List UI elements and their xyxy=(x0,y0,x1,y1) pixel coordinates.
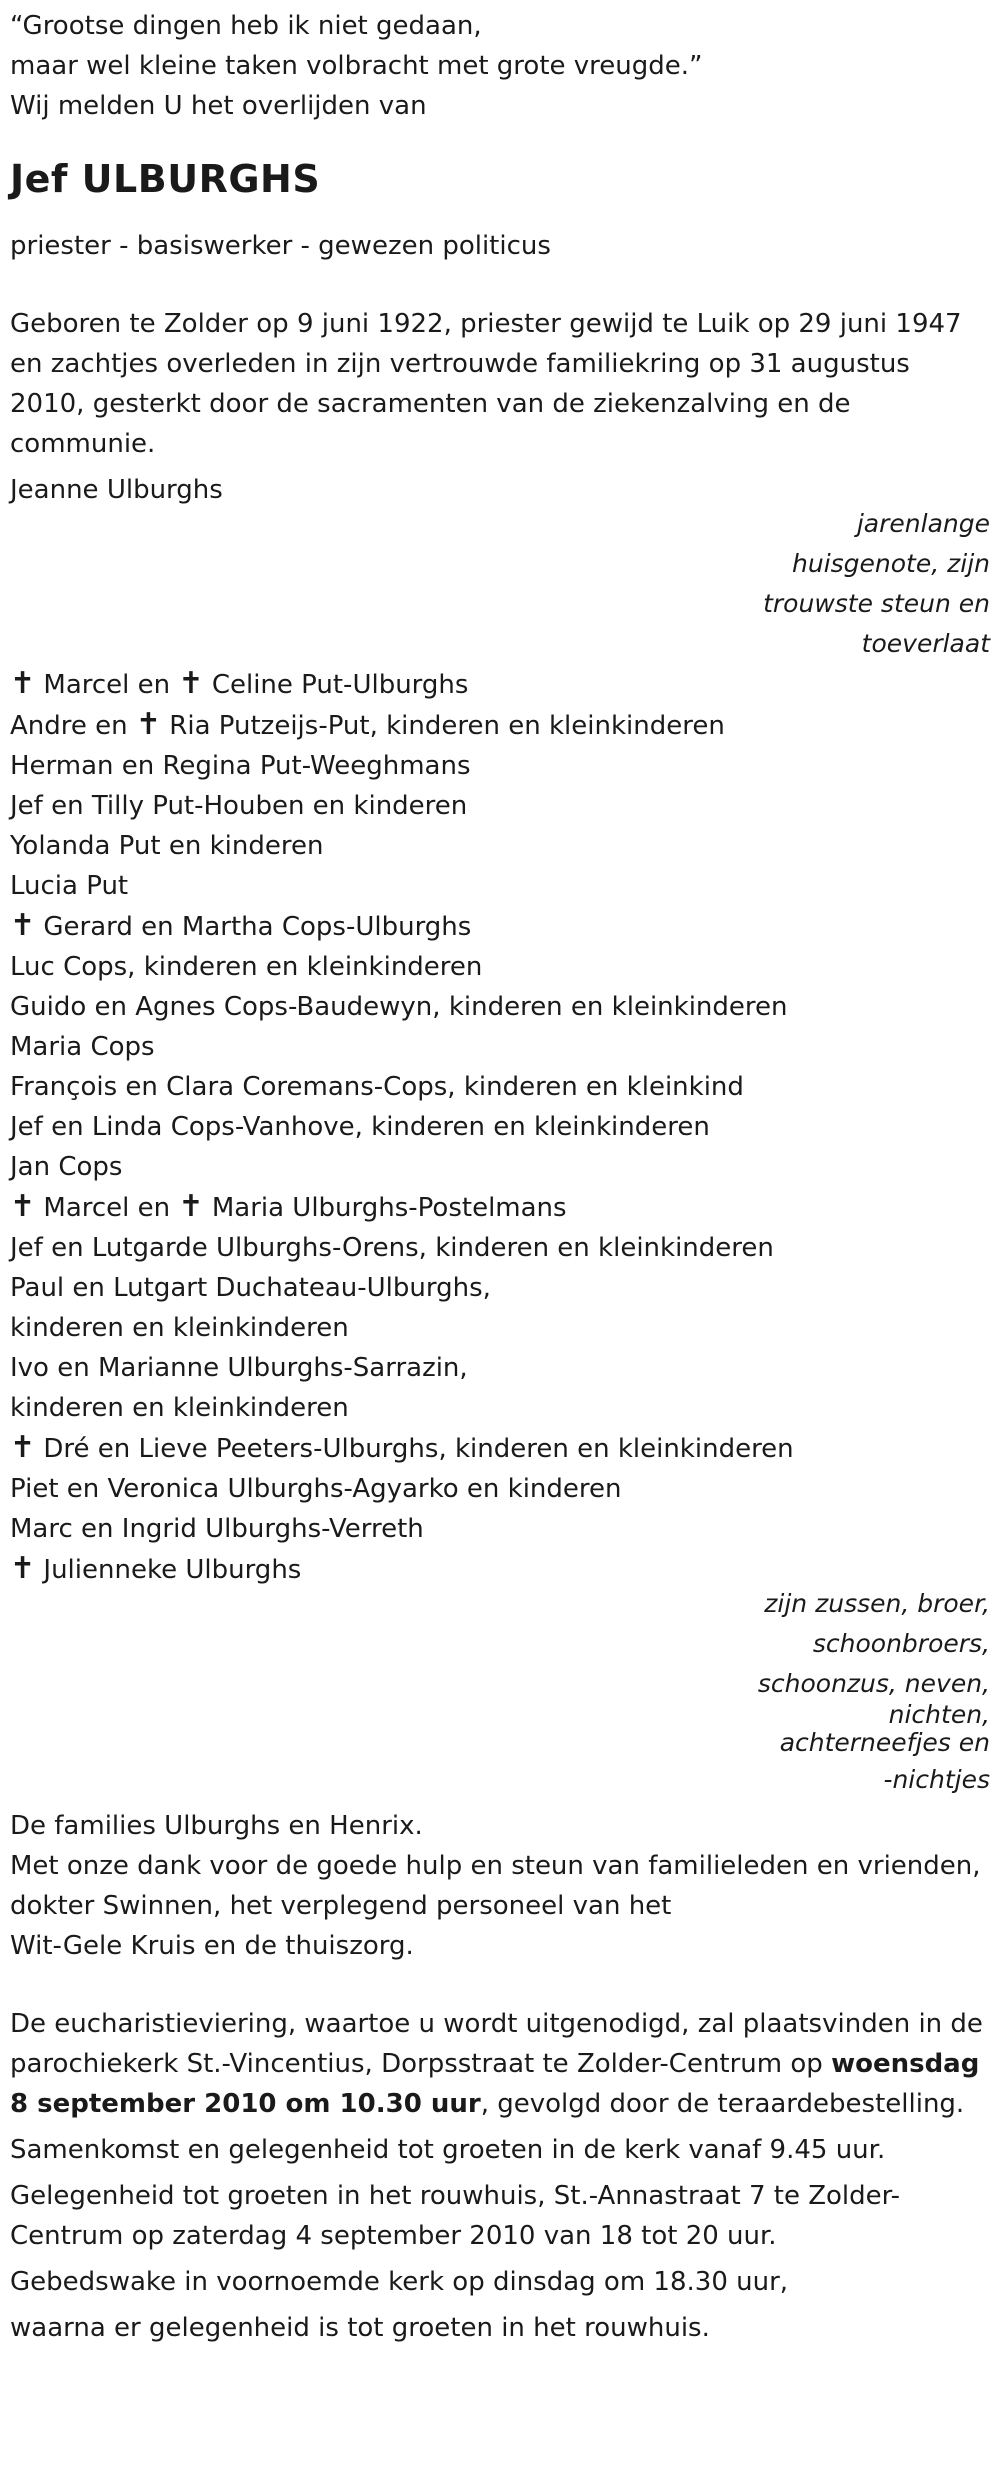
gathering-text: Samenkomst en gelegenheid tot groeten in de kerk vanaf 9.45 uur. xyxy=(10,2135,886,2165)
family-line: Jef en Tilly Put-Houben en kinderen xyxy=(10,791,468,821)
family-text: Andre en xyxy=(10,711,128,741)
family-text: Ria Putzeijs-Put, kinderen en kleinkinderen xyxy=(169,711,725,741)
family-role-line: schoonzus, neven, xyxy=(757,1669,990,1698)
family-line: Luc Cops, kinderen en kleinkinderen xyxy=(10,952,483,982)
family-line: Lucia Put xyxy=(10,871,129,901)
obituary-page xyxy=(10,0,990,2348)
family-line: Piet en Veronica Ulburghs-Agyarko en kinderen xyxy=(10,1474,622,1504)
family-line: Jan Cops xyxy=(10,1152,123,1182)
vigil-line-2: waarna er gelegenheid is tot groeten in het rouwhuis. xyxy=(10,2313,710,2343)
companion-role-line: toeverlaat xyxy=(861,629,990,658)
thanks-line: dokter Swinnen, het verplegend personeel van het xyxy=(10,1891,672,1921)
family-line xyxy=(10,705,990,746)
cross-icon: ✝ xyxy=(10,908,36,943)
family-line: kinderen en kleinkinderen xyxy=(10,1393,349,1423)
family-text: Marcel en xyxy=(43,1193,171,1223)
thanks-line: Wit-Gele Kruis en de thuiszorg. xyxy=(10,1931,414,1961)
quote-line-2: maar wel kleine taken volbracht met grote vreugde.” xyxy=(10,51,703,81)
family-line xyxy=(10,1187,990,1228)
home-greeting-text: Gelegenheid tot groeten in het rouwhuis, St.-Annastraat 7 te Zolder-Centrum op zaterdag 4 september 2010 van 18 tot 20 uur. xyxy=(10,2181,901,2251)
ceremony-paragraph xyxy=(10,2004,990,2124)
cross-icon: ✝ xyxy=(10,1430,36,1465)
family-text: Dré en Lieve Peeters-Ulburghs, kinderen en kleinkinderen xyxy=(43,1434,794,1464)
companion-name: Jeanne Ulburghs xyxy=(10,475,223,505)
cross-icon: ✝ xyxy=(135,707,162,742)
intro-text: Wij melden U het overlijden van xyxy=(10,91,427,121)
companion-role-line: trouwste steun en xyxy=(763,589,990,618)
ceremony-intro: De eucharistieviering, waartoe u wordt uitgenodigd, zal plaatsvinden in de parochiekerk St.-Vincentius, Dorpsstraat te Zolder-Centrum op xyxy=(10,2009,983,2079)
cross-icon: ✝ xyxy=(10,1189,36,1224)
companion-role xyxy=(10,504,990,664)
family-line: Yolanda Put en kinderen xyxy=(10,831,324,861)
family-line: Ivo en Marianne Ulburghs-Sarrazin, xyxy=(10,1353,468,1383)
family-line: Paul en Lutgart Duchateau-Ulburghs, xyxy=(10,1273,491,1303)
family-line: Jef en Lutgarde Ulburghs-Orens, kinderen en kleinkinderen xyxy=(10,1233,774,1263)
deceased-roles: priester - basiswerker - gewezen politicus xyxy=(10,231,551,261)
family-text: Gerard en Martha Cops-Ulburghs xyxy=(43,912,472,942)
family-role-line: achterneefjes en xyxy=(779,1728,990,1757)
ceremony-datetime: woensdag 8 september 2010 om 10.30 uur xyxy=(10,2049,980,2119)
thanks-paragraph: Met onze dank voor de goede hulp en steun van familieleden en vrienden, xyxy=(10,1851,981,1881)
ceremony-outro: , gevolgd door de teraardebestelling. xyxy=(480,2089,965,2119)
companion-role-line: huisgenote, zijn xyxy=(792,549,990,578)
cross-icon: ✝ xyxy=(10,1551,36,1586)
cross-icon: ✝ xyxy=(10,666,36,701)
family-role-line: -nichtjes xyxy=(883,1765,990,1794)
family-text: Julienneke Ulburghs xyxy=(43,1555,302,1585)
companion-role-line: jarenlange xyxy=(856,509,990,538)
family-line: François en Clara Coremans-Cops, kinderen en kleinkind xyxy=(10,1072,744,1102)
cross-icon: ✝ xyxy=(178,1189,204,1224)
family-role xyxy=(10,1584,990,1800)
families-line: De families Ulburghs en Henrix. xyxy=(10,1811,423,1841)
quote-line-1: “Grootse dingen heb ik niet gedaan, xyxy=(10,11,482,41)
family-line: Jef en Linda Cops-Vanhove, kinderen en kleinkinderen xyxy=(10,1112,710,1142)
vigil-line-1: Gebedswake in voornoemde kerk op dinsdag om 18.30 uur, xyxy=(10,2267,789,2297)
family-text: Marcel en xyxy=(43,670,171,700)
family-line xyxy=(10,664,990,705)
family-role-line: schoonbroers, xyxy=(812,1629,990,1658)
family-line xyxy=(10,1428,990,1469)
family-line: Marc en Ingrid Ulburghs-Verreth xyxy=(10,1514,424,1544)
family-role-line: zijn zussen, broer, xyxy=(764,1589,990,1618)
family-line: Maria Cops xyxy=(10,1032,155,1062)
family-list xyxy=(10,664,990,1590)
family-line: Herman en Regina Put-Weeghmans xyxy=(10,751,471,781)
family-line: Guido en Agnes Cops-Baudewyn, kinderen en kleinkinderen xyxy=(10,992,788,1022)
family-text: Maria Ulburghs-Postelmans xyxy=(211,1193,567,1223)
family-line xyxy=(10,906,990,947)
cross-icon: ✝ xyxy=(178,666,204,701)
family-line: kinderen en kleinkinderen xyxy=(10,1313,349,1343)
family-role-line: nichten, xyxy=(888,1700,990,1729)
birth-paragraph: Geboren te Zolder op 9 juni 1922, priester gewijd te Luik op 29 juni 1947 en zachtjes overleden in zijn vertrouwde familiekring op 31 augustus 2010, gesterkt door de sacramenten van de ziekenzalving en de communie. xyxy=(10,309,962,459)
deceased-name: Jef ULBURGHS xyxy=(10,157,321,201)
family-text: Celine Put-Ulburghs xyxy=(211,670,469,700)
